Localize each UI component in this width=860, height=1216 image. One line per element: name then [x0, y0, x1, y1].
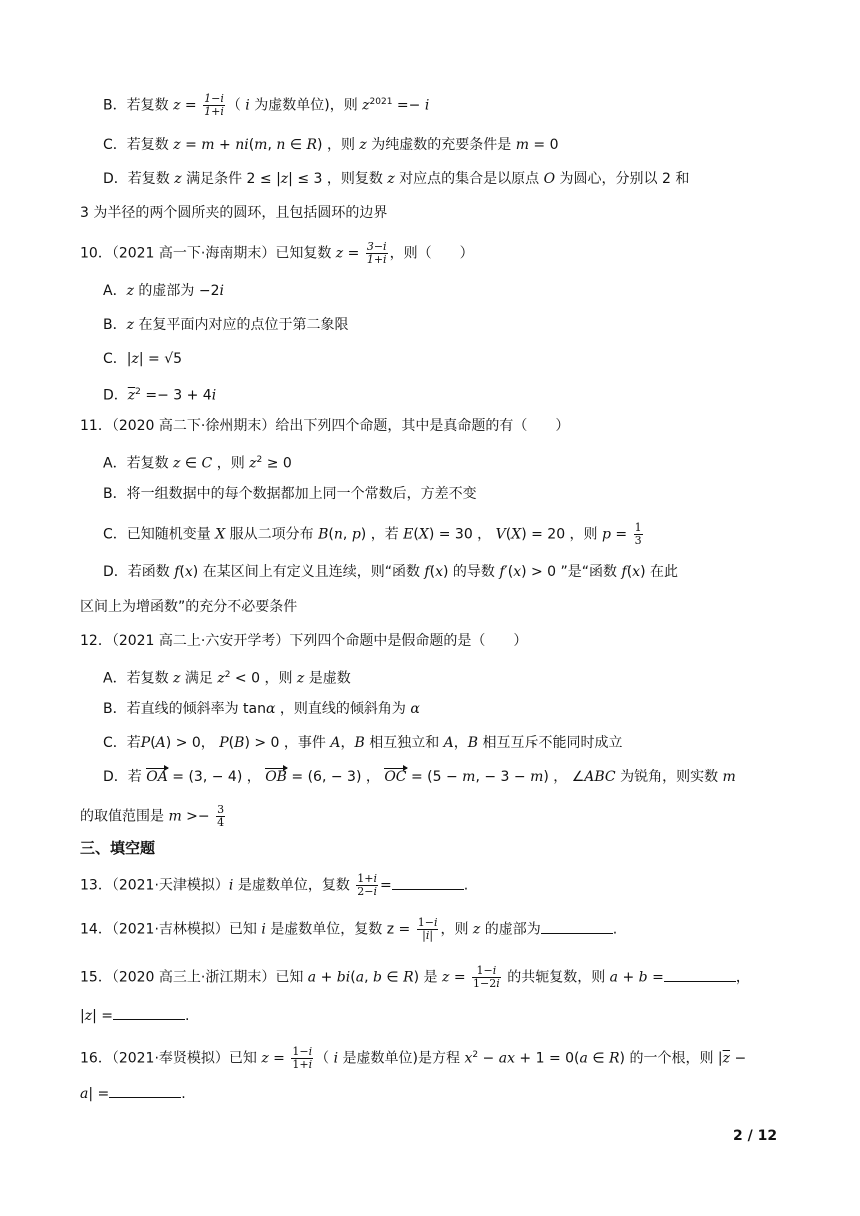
q15-line2: |z| = .	[80, 1005, 189, 1026]
q13: 13．（2021·天津模拟）i 是虚数单位，复数 $\frac{1+i}{2-i}$ = .	[80, 872, 469, 898]
q9-option-c: C．若复数 z = m + ni(m, n ∈ R) ，则 z 为纯虚数的充要条件是 m = 0	[103, 137, 559, 153]
q15-answer-blank-1[interactable]	[664, 967, 736, 982]
q9-option-b: B．若复数 z = $\frac{1-i}{1+i}$ （ i 为虚数单位)，则 $z^{2021} =- i$	[103, 92, 430, 119]
q11-option-a: A．若复数 z ∈ C ，则 $z^2 \ge 0$	[103, 455, 292, 472]
page-number: 2 / 12	[733, 1128, 778, 1144]
q16-line1: 16．（2021·奉贤模拟）已知 z = $\frac{1-i}{1+i}$ （ i 是虚数单位)是方程 $x^2$ − ax + 1 = 0(a ∈ R) 的一个根，则 $|\overline{z}$ −	[80, 1045, 747, 1072]
q11-option-b: B．将一组数据中的每个数据都加上同一个常数后，方差不变	[103, 486, 477, 502]
q16-answer-blank[interactable]	[109, 1083, 181, 1098]
q16-line2: a| = .	[80, 1083, 186, 1104]
q12-option-a: A．若复数 z 满足 $z^2 < 0$ ，则 z 是虚数	[103, 670, 351, 687]
q10-option-a: A．z 的虚部为 −2i	[103, 283, 224, 299]
q15-line1: 15．（2020 高三上·浙江期末）已知 a + bi(a, b ∈ R) 是 z = $\frac{1-i}{1-2i}$ 的共轭复数，则 a + b = ，	[80, 964, 750, 990]
q12-option-c: C．若P(A) > 0， P(B) > 0 ，事件 A，B 相互独立和 A，B 相互互斥不能同时成立	[103, 735, 623, 751]
q12-option-d-line1: D．若 OA = (3, − 4) ， OB = (6, − 3) ， OC = (5 − m, − 3 − m) ， ∠ABC 为锐角，则实数 m	[103, 769, 736, 785]
q12-option-d-line2: 的取值范围是 m >− $\frac{3}{4}$	[80, 803, 225, 829]
q10-option-d: D．$\overline{z}^2 =- 3 + 4i$	[103, 387, 217, 404]
section-title-fill-in: 三、填空题	[80, 839, 156, 857]
q11-option-c: C．已知随机变量 X 服从二项分布 B(n, p) ，若 E(X) = 30 ， V(X) = 20 ，则 p = $\frac{1}{3}$	[103, 521, 642, 547]
q14: 14．（2021·吉林模拟）已知 i 是虚数单位，复数 z = $\frac{1-i}{|i|}$ ，则 z 的虚部为 .	[80, 916, 618, 942]
q11-option-d-line1: D．若函数 f(x) 在某区间上有定义且连续，则“函数 f(x) 的导数 f′(x) > 0 ”是“函数 f(x) 在此	[103, 564, 678, 580]
q15-answer-blank-2[interactable]	[113, 1005, 185, 1020]
q10-option-c: C．|z| = √5	[103, 351, 183, 367]
q13-answer-blank[interactable]	[392, 875, 464, 890]
q14-answer-blank[interactable]	[541, 919, 613, 934]
q10-option-b: B．z 在复平面内对应的点位于第二象限	[103, 317, 349, 333]
q9-option-d-line2: 3 为半径的两个圆所夹的圆环，且包括圆环的边界	[80, 205, 388, 221]
q10-stem: 10．（2021 高一下·海南期末）已知复数 z = $\frac{3-i}{1+i}$ ，则（ ）	[80, 240, 474, 266]
q11-option-d-line2: 区间上为增函数”的充分不必要条件	[80, 599, 298, 615]
q11-stem: 11．（2020 高二下·徐州期末）给出下列四个命题，其中是真命题的有（ ）	[80, 418, 570, 434]
q12-option-b: B．若直线的倾斜率为 tanα ，则直线的倾斜角为 α	[103, 701, 420, 717]
q12-stem: 12．（2021 高二上·六安开学考）下列四个命题中是假命题的是（ ）	[80, 633, 528, 649]
q9-option-d-line1: D．若复数 z 满足条件 2 ≤ |z| ≤ 3 ，则复数 z 对应点的集合是以原点 O 为圆心，分别以 2 和	[103, 171, 690, 187]
